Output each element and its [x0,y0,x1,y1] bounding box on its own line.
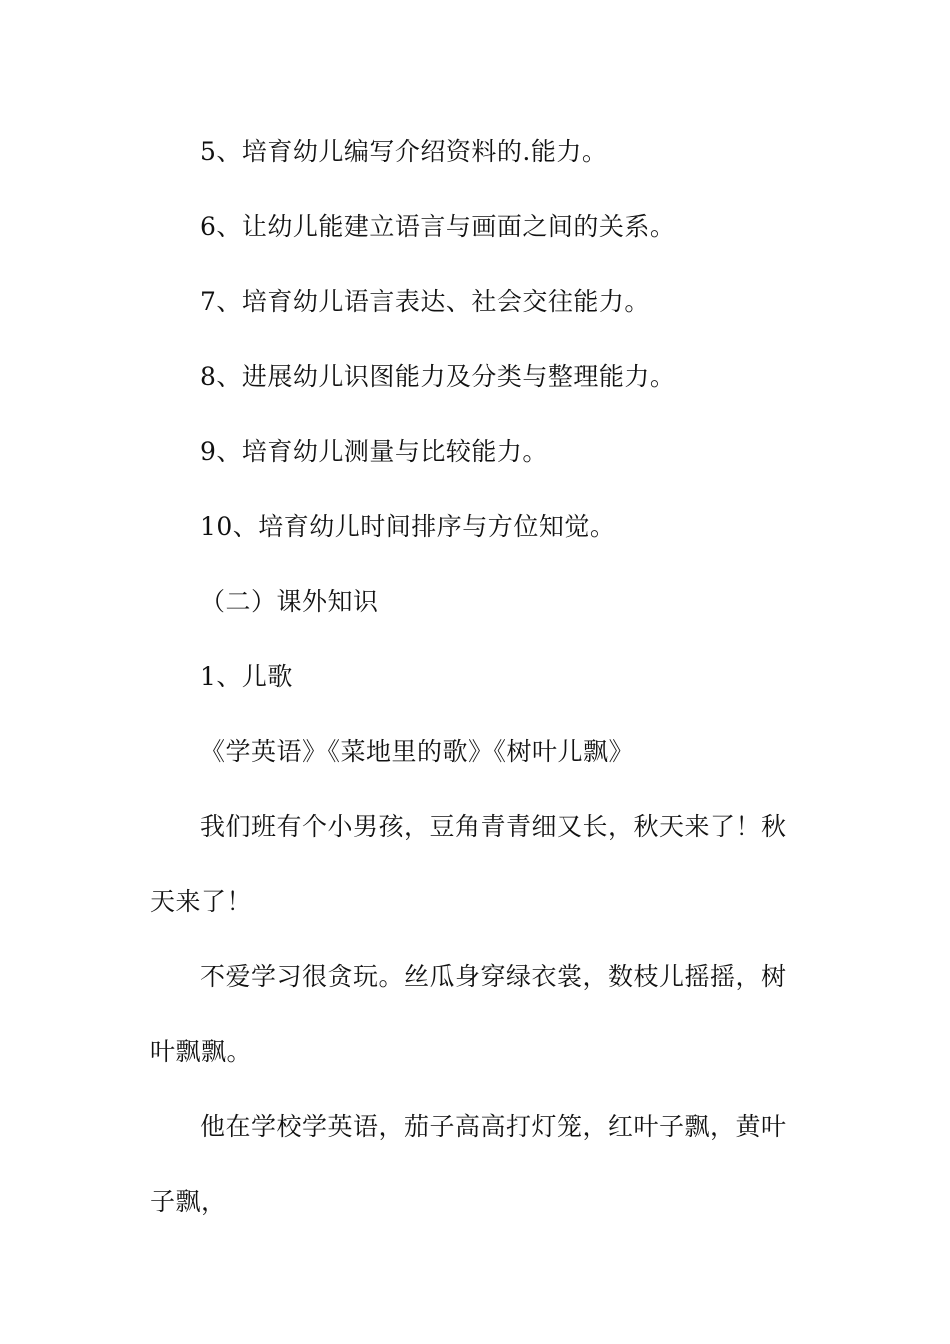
paragraph-line: 不爱学习很贪玩。丝瓜身穿绿衣裳，数枝儿摇摇，树 [200,962,787,991]
paragraph-line: 叶飘飘。 [150,1037,253,1066]
song-titles: 《学英语》《菜地里的歌》《树叶儿飘》 [200,737,635,766]
item-8: 8、进展幼儿识图能力及分类与整理能力。 [200,362,676,391]
item-5: 5、培育幼儿编写介绍资料的.能力。 [200,137,608,166]
item-7: 7、培育幼儿语言表达、社会交往能力。 [200,287,650,316]
paragraph-line: 我们班有个小男孩，豆角青青细又长，秋天来了！秋 [200,812,787,841]
item-10: 10、培育幼儿时间排序与方位知觉。 [200,512,616,541]
item-6: 6、让幼儿能建立语言与画面之间的关系。 [200,212,676,241]
paragraph-line: 天来了！ [150,887,253,916]
section-heading: （二）课外知识 [200,587,379,616]
paragraph-line: 他在学校学英语，茄子高高打灯笼，红叶子飘，黄叶 [200,1112,787,1141]
subsection-heading: 1、儿歌 [200,662,293,691]
item-9: 9、培育幼儿测量与比较能力。 [200,437,548,466]
paragraph-line: 子飘， [150,1187,227,1216]
